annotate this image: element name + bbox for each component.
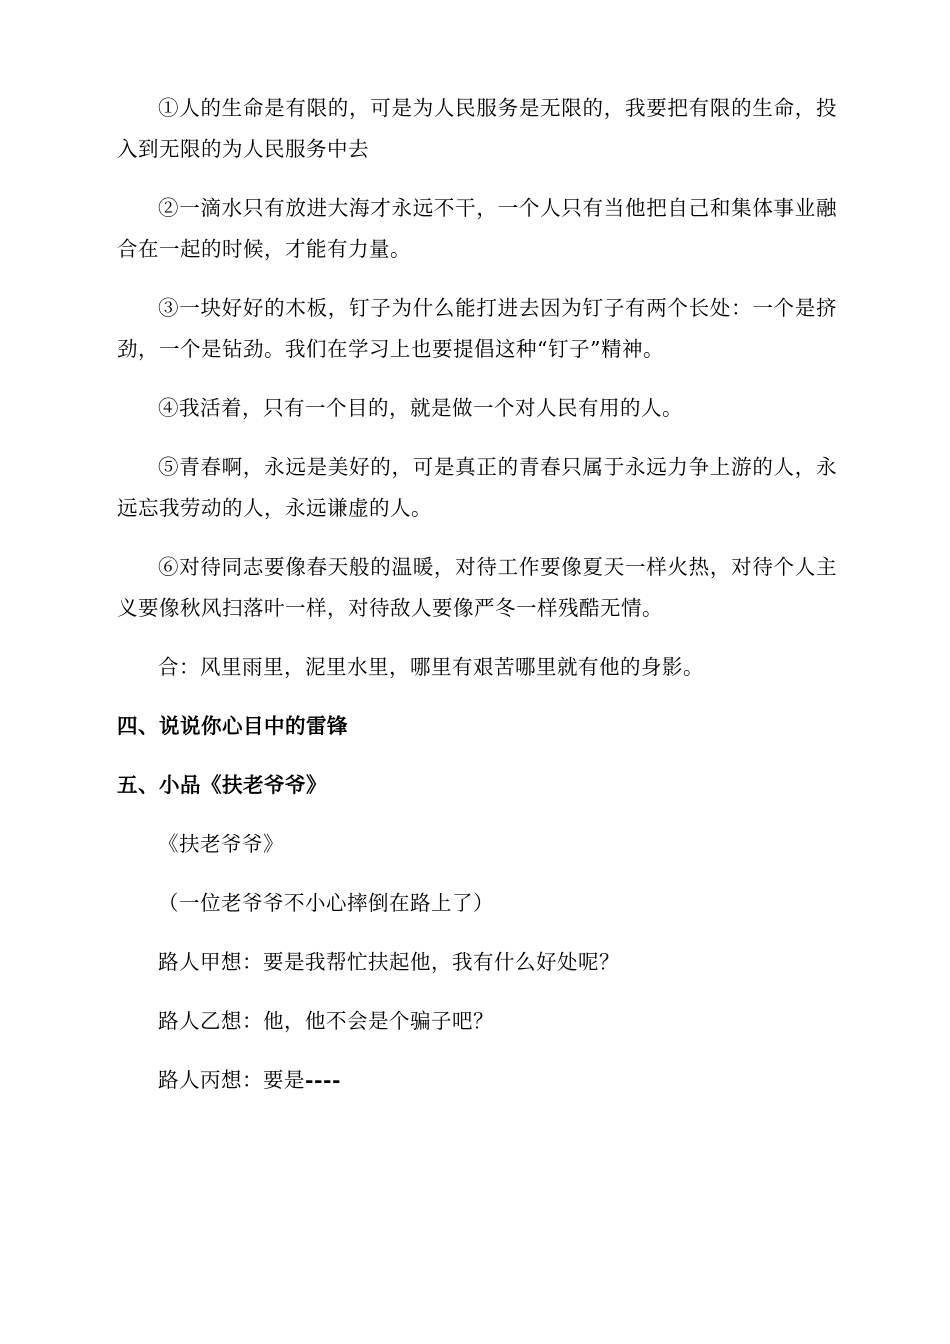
dialogue-line-b: 路人乙想：他，他不会是个骗子吧？ [158,1009,494,1033]
dialogue-line-c-dash: ---- [305,1068,342,1092]
quote-6: ⑥对待同志要像春天般的温暖，对待工作要像夏天一样火热，对待个人主义要像秋风扫落叶一样，对待敌人要像严冬一样残酷无情。 [117,555,837,620]
play-title: 《扶老爷爷》 [158,832,284,856]
chorus-line: 合：风里雨里，泥里水里，哪里有艰苦哪里就有他的身影。 [158,655,704,679]
document-page [117,88,837,1119]
quote-3: ③一块好好的木板，钉子为什么能打进去因为钉子有两个长处：一个是挤劲，一个是钻劲。我们在学习上也要提倡这种“钉子”精神。 [117,296,837,361]
dialogue-line-c [117,1060,837,1101]
quote-4: ④我活着，只有一个目的，就是做一个对人民有用的人。 [158,396,683,420]
section-4-heading: 四、说说你心目中的雷锋 [117,714,348,738]
dialogue-line-c-text: 路人丙想：要是 [158,1068,305,1092]
dialogue-line-a: 路人甲想：要是我帮忙扶起他，我有什么好处呢？ [158,950,620,974]
quote-5: ⑤青春啊，永远是美好的，可是真正的青春只属于永远力争上游的人，永远忘我劳动的人，永远谦虚的人。 [117,455,837,520]
quote-2: ②一滴水只有放进大海才永远不干，一个人只有当他把自己和集体事业融合在一起的时候，才能有力量。 [117,196,837,261]
quote-1: ①人的生命是有限的，可是为人民服务是无限的，我要把有限的生命，投入到无限的为人民服务中去 [117,96,837,161]
section-5-heading: 五、小品《扶老爷爷》 [117,773,327,797]
stage-direction: （一位老爷爷不小心摔倒在路上了） [158,891,494,915]
